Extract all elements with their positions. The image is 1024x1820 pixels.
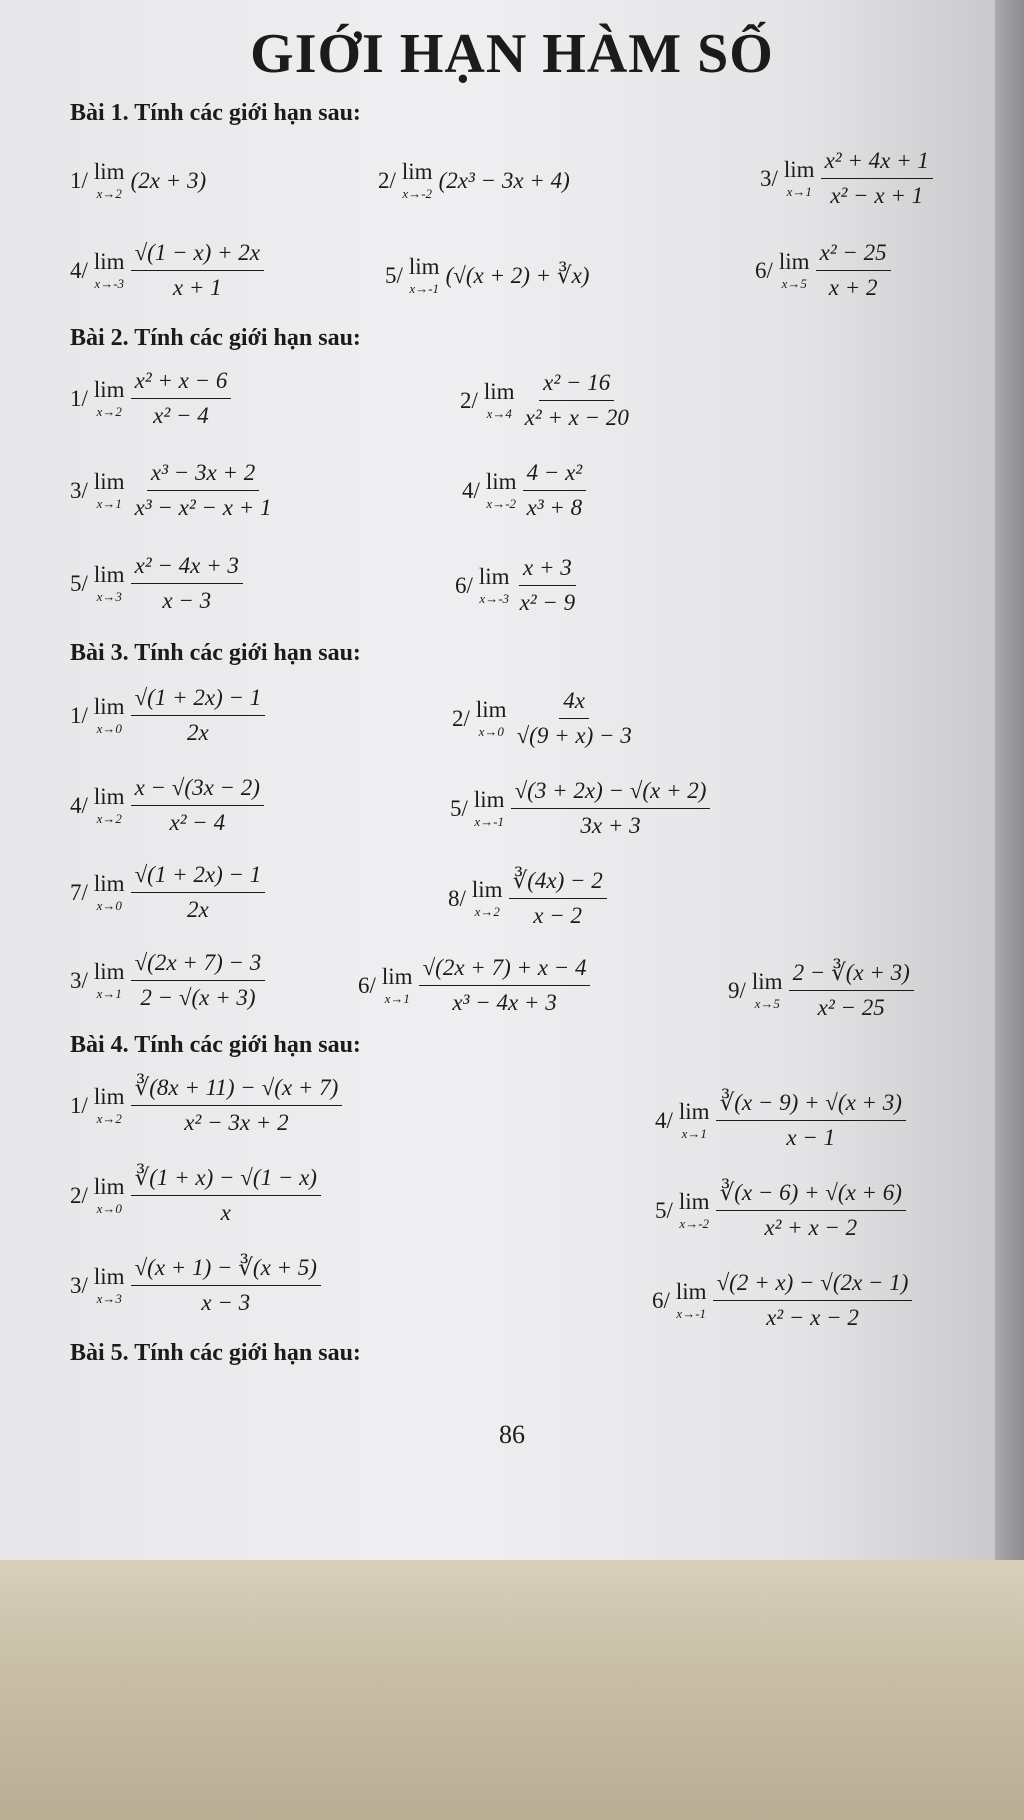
problem-number: 9/ (728, 977, 746, 1003)
limit-operator: lim x→-1 (473, 786, 505, 829)
problem-number: 3/ (70, 477, 88, 503)
fraction (521, 370, 633, 431)
numerator: x − √(3x − 2) (131, 775, 264, 806)
problem-number: 2/ (378, 168, 396, 193)
numerator: ∛(1 + x) − √(1 − x) (131, 1165, 321, 1196)
limit-operator: lim x→-2 (401, 159, 433, 201)
problem-number: 6/ (455, 572, 473, 598)
problem-number: 4/ (655, 1107, 673, 1133)
limit-operator: lim x→0 (475, 696, 507, 739)
limit-operator: lim x→1 (678, 1098, 710, 1141)
limit-subscript: x→-3 (94, 275, 125, 291)
fraction (131, 368, 232, 429)
limit-subscript: x→-2 (679, 1215, 710, 1231)
numerator: 2 − ∛(x + 3) (789, 960, 914, 991)
expression: (√(x + 2) + ∛x) (445, 263, 590, 288)
numerator: √(1 + 2x) − 1 (131, 685, 266, 716)
denominator: x + 2 (828, 275, 878, 300)
section-heading-5: Bài 5. Tính các giới hạn sau: (70, 1340, 361, 1366)
limit-operator: lim x→-3 (93, 248, 125, 291)
limit-operator: lim x→4 (483, 378, 515, 421)
problem (70, 775, 264, 836)
problem (460, 370, 633, 431)
numerator: √(1 + 2x) − 1 (131, 862, 266, 893)
denominator: x² − 9 (519, 590, 576, 615)
problem-number: 1/ (70, 702, 88, 728)
limit-subscript: x→2 (96, 1110, 122, 1126)
limit-subscript: x→-1 (474, 813, 505, 829)
fraction (131, 685, 266, 746)
denominator: x² − 3x + 2 (184, 1110, 289, 1135)
problem (70, 460, 276, 521)
fraction (716, 1180, 906, 1241)
problem (655, 1090, 906, 1151)
limit-subscript: x→0 (96, 720, 122, 736)
fraction (816, 240, 891, 301)
numerator: x² − 25 (816, 240, 891, 271)
problem (452, 688, 636, 749)
problem (652, 1270, 912, 1331)
fraction (131, 1255, 321, 1316)
problem (378, 160, 570, 202)
denominator: x² − 4 (169, 810, 226, 835)
denominator: x (220, 1200, 231, 1225)
page-title: GIỚI HẠN HÀM SỐ (250, 23, 774, 85)
numerator: √(2 + x) − √(2x − 1) (713, 1270, 913, 1301)
problem-number: 5/ (450, 795, 468, 821)
numerator: x³ − 3x + 2 (147, 460, 259, 491)
numerator: √(1 − x) + 2x (131, 240, 264, 271)
limit-operator: lim x→-3 (478, 563, 510, 606)
numerator: ∛(4x) − 2 (509, 868, 607, 899)
denominator: x² − x − 2 (766, 1305, 859, 1330)
page-number: 86 (499, 1420, 525, 1449)
limit-operator: lim x→5 (751, 968, 783, 1011)
denominator: x² − 4 (153, 403, 209, 428)
limit-operator: lim x→2 (93, 376, 125, 419)
limit-subscript: x→5 (754, 995, 780, 1011)
denominator: x − 2 (533, 903, 583, 928)
numerator: 4x (559, 688, 589, 719)
fraction (131, 775, 264, 836)
limit-operator: lim x→-1 (675, 1278, 707, 1321)
limit-subscript: x→1 (786, 183, 812, 199)
problem-number: 7/ (70, 879, 88, 905)
denominator: x³ − x² − x + 1 (134, 495, 272, 520)
numerator: 4 − x² (523, 460, 587, 491)
fraction (131, 1075, 343, 1136)
limit-subscript: x→0 (96, 897, 122, 913)
limit-subscript: x→-2 (402, 186, 433, 201)
problem-number: 3/ (760, 165, 778, 191)
problem (448, 868, 607, 929)
problem-number: 6/ (358, 972, 376, 998)
problem (70, 862, 265, 923)
limit-operator: lim x→-2 (678, 1188, 710, 1231)
numerator: x + 3 (519, 555, 576, 586)
limit-operator: lim x→3 (93, 1263, 125, 1306)
limit-subscript: x→2 (96, 186, 122, 201)
problem (450, 778, 710, 839)
problem-number: 2/ (452, 705, 470, 731)
section-heading-3: Bài 3. Tính các giới hạn sau: (70, 640, 361, 666)
problem-number: 5/ (385, 263, 403, 288)
limit-subscript: x→-3 (479, 590, 510, 606)
denominator: x² − 25 (817, 995, 885, 1020)
fraction (131, 460, 276, 521)
denominator: x − 3 (201, 1290, 251, 1315)
problem (385, 255, 589, 297)
denominator: x² + x − 20 (524, 405, 629, 430)
numerator: x² − 4x + 3 (131, 553, 243, 584)
limit-subscript: x→0 (478, 723, 504, 739)
problem (462, 460, 586, 521)
limit-operator: lim x→2 (93, 1083, 125, 1126)
problem-number: 5/ (70, 570, 88, 596)
limit-operator: lim x→1 (783, 156, 815, 199)
limit-operator: lim x→-2 (485, 468, 517, 511)
limit-operator: lim x→5 (778, 248, 810, 291)
problem-number: 1/ (70, 385, 88, 411)
problem-number: 2/ (70, 1182, 88, 1208)
denominator: x + 1 (172, 275, 222, 300)
problem-number: 8/ (448, 885, 466, 911)
problem (70, 240, 264, 301)
problem-number: 6/ (755, 257, 773, 283)
fraction (513, 688, 636, 749)
limit-subscript: x→-1 (676, 1305, 707, 1321)
problem-number: 1/ (70, 168, 88, 193)
numerator: √(2x + 7) − 3 (131, 950, 266, 981)
problem-number: 3/ (70, 967, 88, 993)
fraction (821, 148, 933, 209)
problem-number: 3/ (70, 1272, 88, 1298)
limit-operator: lim x→2 (93, 783, 125, 826)
fraction (516, 555, 580, 616)
limit-operator: lim x→2 (471, 876, 503, 919)
limit-subscript: x→2 (96, 810, 122, 826)
numerator: ∛(8x + 11) − √(x + 7) (131, 1075, 343, 1106)
numerator: x² + 4x + 1 (821, 148, 933, 179)
numerator: x² + x − 6 (131, 368, 232, 399)
problem (70, 950, 265, 1011)
limit-subscript: x→5 (781, 275, 807, 291)
limit-operator: lim x→-1 (408, 254, 440, 296)
limit-subscript: x→2 (96, 403, 122, 419)
limit-subscript: x→2 (474, 903, 500, 919)
denominator: x³ − 4x + 3 (452, 990, 557, 1015)
denominator: x² − x + 1 (830, 183, 924, 208)
limit-operator: lim x→3 (93, 561, 125, 604)
fraction (131, 553, 243, 614)
fraction (131, 862, 266, 923)
problem (70, 685, 265, 746)
limit-subscript: x→1 (384, 990, 410, 1006)
limit-operator: lim x→1 (381, 963, 413, 1006)
problem (728, 960, 914, 1021)
limit-subscript: x→3 (96, 1290, 122, 1306)
limit-operator: lim x→0 (93, 870, 125, 913)
problem (70, 1075, 342, 1136)
problem (70, 1255, 321, 1316)
denominator: x² + x − 2 (764, 1215, 858, 1240)
expression: (2x + 3) (130, 168, 207, 193)
limit-subscript: x→-2 (486, 495, 517, 511)
problem-number: 4/ (462, 477, 480, 503)
problem-number: 2/ (460, 387, 478, 413)
numerator: ∛(x − 6) + √(x + 6) (716, 1180, 906, 1211)
limit-operator: lim x→1 (93, 958, 125, 1001)
numerator: √(3 + 2x) − √(x + 2) (511, 778, 711, 809)
fraction (419, 955, 591, 1016)
problem-number: 4/ (70, 792, 88, 818)
denominator: √(9 + x) − 3 (516, 723, 632, 748)
problem (70, 368, 231, 429)
problem (655, 1180, 906, 1241)
fraction (509, 868, 607, 929)
denominator: x − 3 (162, 588, 212, 613)
fraction (713, 1270, 913, 1331)
limit-operator: lim x→0 (93, 693, 125, 736)
limit-subscript: x→-1 (409, 281, 440, 296)
problem-number: 5/ (655, 1197, 673, 1223)
limit-subscript: x→1 (681, 1125, 707, 1141)
problem (70, 553, 243, 614)
table-surface (0, 1560, 1024, 1820)
fraction (789, 960, 914, 1021)
denominator: x − 1 (786, 1125, 836, 1150)
problem (358, 955, 590, 1016)
limit-subscript: x→4 (486, 405, 512, 421)
denominator: 2x (187, 897, 209, 922)
problem-number: 6/ (652, 1287, 670, 1313)
numerator: ∛(x − 9) + √(x + 3) (716, 1090, 906, 1121)
fraction (511, 778, 711, 839)
limit-operator: lim x→2 (93, 159, 125, 201)
numerator: √(x + 1) − ∛(x + 5) (131, 1255, 321, 1286)
fraction (131, 950, 266, 1011)
fraction (131, 1165, 321, 1226)
expression: (2x³ − 3x + 4) (438, 168, 570, 193)
fraction (716, 1090, 906, 1151)
section-heading-4: Bài 4. Tính các giới hạn sau: (70, 1032, 361, 1058)
limit-operator: lim x→0 (93, 1173, 125, 1216)
problem-number: 1/ (70, 1092, 88, 1118)
limit-subscript: x→1 (96, 985, 122, 1001)
denominator: 2 − √(x + 3) (140, 985, 256, 1010)
limit-operator: lim x→1 (93, 468, 125, 511)
numerator: x² − 16 (539, 370, 614, 401)
limit-subscript: x→3 (96, 588, 122, 604)
denominator: 3x + 3 (580, 813, 641, 838)
limit-subscript: x→1 (96, 495, 122, 511)
denominator: 2x (187, 720, 209, 745)
problem (760, 148, 933, 209)
denominator: x³ + 8 (526, 495, 583, 520)
fraction (523, 460, 587, 521)
numerator: √(2x + 7) + x − 4 (419, 955, 591, 986)
problem-number: 4/ (70, 257, 88, 283)
problem (70, 1165, 321, 1226)
page-edge (995, 0, 1024, 1590)
problem (755, 240, 891, 301)
fraction (131, 240, 264, 301)
section-heading-2: Bài 2. Tính các giới hạn sau: (70, 325, 361, 351)
problem (455, 555, 579, 616)
problem (70, 160, 206, 202)
limit-subscript: x→0 (96, 1200, 122, 1216)
section-heading-1: Bài 1. Tính các giới hạn sau: (70, 100, 361, 126)
